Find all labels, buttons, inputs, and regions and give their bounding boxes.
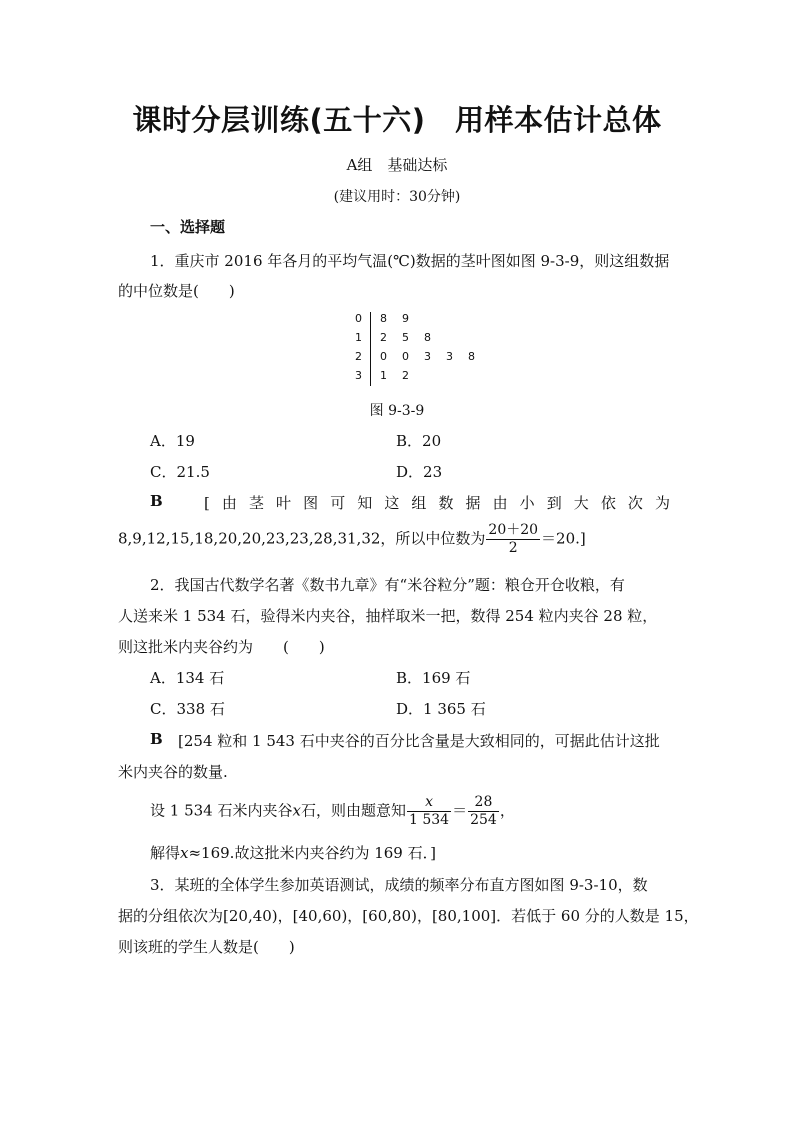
q1-option-c: C．21.5 [150,463,210,481]
leaf-value: 8 [424,331,431,344]
leaf-value: 3 [424,350,431,363]
leaf-value: 8 [380,312,387,325]
q2-solve-variable-x: x [180,844,189,862]
q2-fraction-28-over-254 [468,794,499,829]
q3-text-line3: 则该班的学生人数是( ) [118,938,295,956]
q2-text-line1: 2．我国古代数学名著《数书九章》有“米谷粒分”题：粮仓开仓收粮，有 [150,576,625,594]
q2-fraction2-numerator: 28 [468,794,499,812]
stem-leaf-divider [370,312,371,386]
q3-text-line1: 3．某班的全体学生参加英语测试，成绩的频率分布直方图如图 9-3-10，数 [150,876,648,894]
leaf-values [380,350,490,363]
q1-option-d: D．23 [396,463,443,481]
q1-fraction-numerator: 20＋20 [488,522,539,538]
stem-value: 1 [355,331,362,344]
q3-text-line2: 据的分组依次为[20,40)，[40,60)，[60,80)，[80,100]．若低于 60 分的人数是 15， [118,907,699,925]
leaf-value: 8 [468,350,475,363]
leaf-value: 2 [380,331,387,344]
stem-value: 3 [355,369,362,382]
q1-solution-result: ＝20.] [541,529,586,548]
leaf-value: 5 [402,331,409,344]
q2-equals: ＝ [452,801,468,820]
q2-solution-line1: [254 粒和 1 543 石中夹谷的百分比含量是大致相同的，可据此估计这批 [178,732,660,750]
q1-text-line2: 的中位数是( ) [118,282,235,300]
q2-option-d: D．1 365 石 [396,700,486,718]
q2-text-line3: 则这批米内夹谷约为 ( ) [118,638,325,656]
leaf-values [380,312,424,325]
q2-solution-line3 [150,794,515,829]
leaf-value: 3 [446,350,453,363]
q2-solution-line2: 米内夹谷的数量. [118,763,228,781]
q2-setup-text-2: 石，则由题意知 [300,801,406,820]
stem-value: 0 [355,312,362,325]
suggested-time: (建议用时：30分钟) [333,189,461,205]
leaf-values [380,331,446,344]
q2-option-a: A．134 石 [150,669,225,687]
q2-solution-line4 [150,842,436,863]
q2-answer: B [150,730,163,748]
q2-fraction1-numerator: x [425,794,433,810]
q2-solve-result: ≈169.故这批米内夹谷约为 169 石．] [188,844,436,862]
leaf-value: 0 [380,350,387,363]
group-label: A组 基础达标 [346,156,448,174]
leaf-value: 0 [402,350,409,363]
q2-solve-text: 解得 [150,844,181,862]
leaf-value: 1 [380,369,387,382]
q2-option-b: B．169 石 [396,669,471,687]
q1-option-a: A．19 [150,432,195,450]
figure-caption-9-3-9: 图 9-3-9 [369,403,425,419]
q2-fraction1-denominator: 1 534 [408,812,450,828]
q2-setup-text: 设 1 534 石米内夹谷 [150,801,293,820]
q1-fraction-denominator: 2 [508,540,518,556]
q1-solution-line1: [由茎叶图可知这组数据由小到大依次为 [204,494,670,512]
q2-variable-x: x [292,801,301,820]
q1-text-line1: 1．重庆市 2016 年各月的平均气温(℃)数据的茎叶图如图 9-3-9，则这组数据 [150,252,670,270]
q1-answer: B [150,492,163,510]
q1-solution-line2 [118,522,586,557]
q2-fraction2-denominator: 254 [470,812,497,828]
leaf-values [380,369,424,382]
stem-value: 2 [355,350,362,363]
leaf-value: 2 [402,369,409,382]
q2-comma: ， [499,801,515,820]
q2-fraction-x-over-1534 [407,794,451,829]
q1-solution-sequence: 8,9,12,15,18,20,20,23,23,28,31,32，所以中位数为 [118,529,486,548]
q1-option-b: B．20 [396,432,442,450]
q1-median-fraction [486,522,540,557]
section-heading: 一、选择题 [150,218,226,236]
page-title: 课时分层训练(五十六) 用样本估计总体 [132,103,662,137]
q2-option-c: C．338 石 [150,700,225,718]
leaf-value: 9 [402,312,409,325]
q2-text-line2: 人送来米 1 534 石，验得米内夹谷，抽样取米一把，数得 254 粒内夹谷 28 粒， [118,607,658,625]
